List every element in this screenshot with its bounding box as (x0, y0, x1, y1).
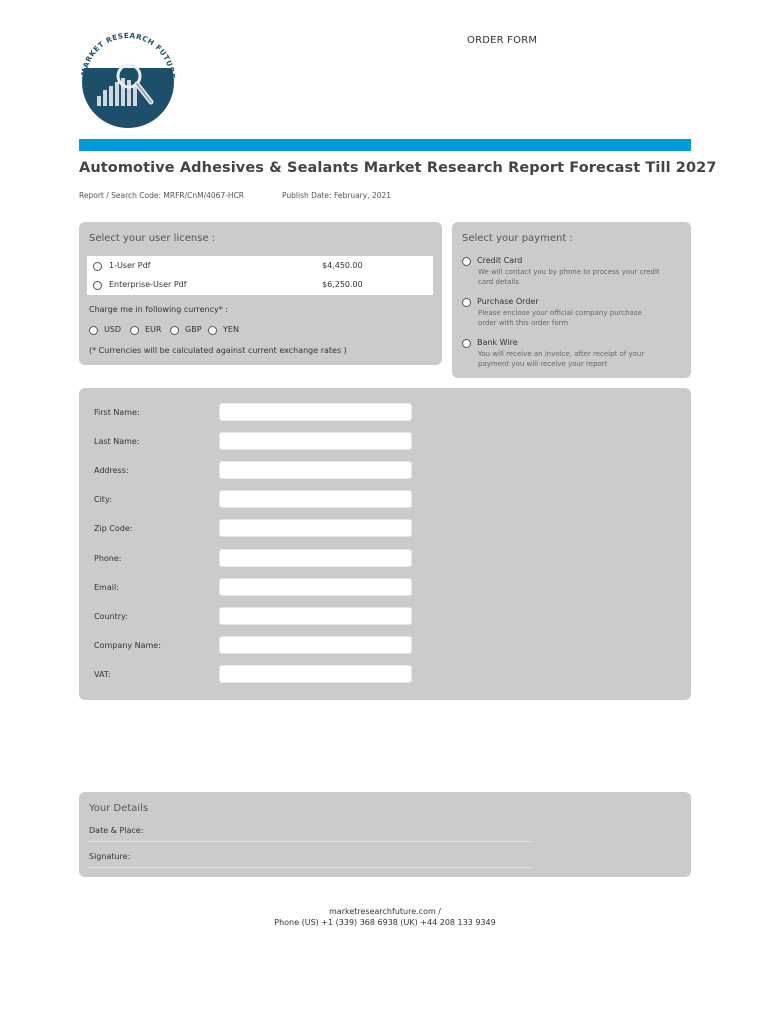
license-price-enterprise: $6,250.00 (322, 280, 363, 289)
first-name-input[interactable] (219, 403, 412, 421)
country-label: Country: (94, 612, 128, 621)
payment-radio-credit-card[interactable] (462, 257, 471, 266)
header-accent-bar (79, 139, 691, 151)
currency-radio-yen[interactable] (208, 326, 217, 335)
email-input[interactable] (219, 578, 412, 596)
license-label-1-user: 1-User Pdf (109, 261, 151, 270)
currency-label-eur: EUR (145, 325, 162, 334)
last-name-input[interactable] (219, 432, 412, 450)
payment-label-purchase-order: Purchase Order (477, 297, 539, 306)
currency-radio-gbp[interactable] (170, 326, 179, 335)
payment-desc-credit-card-line1: We will contact you by phone to process your credit (478, 268, 660, 276)
first-name-label: First Name: (94, 408, 140, 417)
signature-label: Signature: (89, 852, 131, 861)
your-details-panel (79, 792, 691, 877)
zip-code-input[interactable] (219, 519, 412, 537)
payment-desc-credit-card-line2: card details (478, 278, 519, 286)
signature-line[interactable] (89, 867, 531, 868)
address-label: Address: (94, 466, 129, 475)
your-details-heading: Your Details (89, 803, 149, 814)
phone-input[interactable] (219, 549, 412, 567)
vat-label: VAT: (94, 670, 111, 679)
currency-radio-usd[interactable] (89, 326, 98, 335)
payment-heading: Select your payment : (462, 233, 573, 244)
company-name-label: Company Name: (94, 641, 161, 650)
company-name-input[interactable] (219, 636, 412, 654)
payment-desc-purchase-order-line2: order with this order form (478, 319, 569, 327)
report-title: Automotive Adhesives & Sealants Market Research Report Forecast Till 2027 (79, 160, 717, 176)
currency-prompt: Charge me in following currency* : (89, 305, 228, 314)
license-radio-1-user[interactable] (93, 262, 102, 271)
payment-label-bank-wire: Bank Wire (477, 338, 518, 347)
zip-code-label: Zip Code: (94, 524, 133, 533)
order-form-label: ORDER FORM (467, 35, 538, 46)
payment-radio-purchase-order[interactable] (462, 298, 471, 307)
currency-radio-eur[interactable] (130, 326, 139, 335)
footer-website: marketresearchfuture.com / (329, 907, 441, 916)
currency-label-gbp: GBP (185, 325, 202, 334)
city-input[interactable] (219, 490, 412, 508)
company-logo (78, 30, 182, 130)
city-label: City: (94, 495, 112, 504)
country-input[interactable] (219, 607, 412, 625)
date-place-line[interactable] (89, 841, 531, 842)
license-price-1-user: $4,450.00 (322, 261, 363, 270)
license-heading: Select your user license : (89, 233, 216, 244)
payment-desc-bank-wire-line2: payment you will receive your report (478, 360, 608, 368)
email-label: Email: (94, 583, 119, 592)
payment-radio-bank-wire[interactable] (462, 339, 471, 348)
payment-desc-purchase-order-line1: Please enclose your official company purchase (478, 309, 642, 317)
logo-arc-text: MARKET RESEARCH FUTURE (79, 30, 178, 80)
payment-desc-bank-wire-line1: You will receive an invoice, after receipt of your (478, 350, 645, 358)
phone-label: Phone: (94, 554, 122, 563)
license-label-enterprise: Enterprise-User Pdf (109, 280, 187, 289)
payment-label-credit-card: Credit Card (477, 256, 523, 265)
currency-note: (* Currencies will be calculated against current exchange rates ) (89, 346, 347, 355)
license-radio-enterprise[interactable] (93, 281, 102, 290)
last-name-label: Last Name: (94, 437, 140, 446)
currency-label-yen: YEN (223, 325, 239, 334)
currency-label-usd: USD (104, 325, 122, 334)
report-code: Report / Search Code: MRFR/CnM/4067-HCR (79, 191, 245, 200)
footer-phone: Phone (US) +1 (339) 368 6938 (UK) +44 208 133 9349 (274, 918, 496, 927)
vat-input[interactable] (219, 665, 412, 683)
publish-date: Publish Date: February, 2021 (282, 191, 392, 200)
date-place-label: Date & Place: (89, 826, 144, 835)
address-input[interactable] (219, 461, 412, 479)
logo-graphic (78, 30, 182, 130)
